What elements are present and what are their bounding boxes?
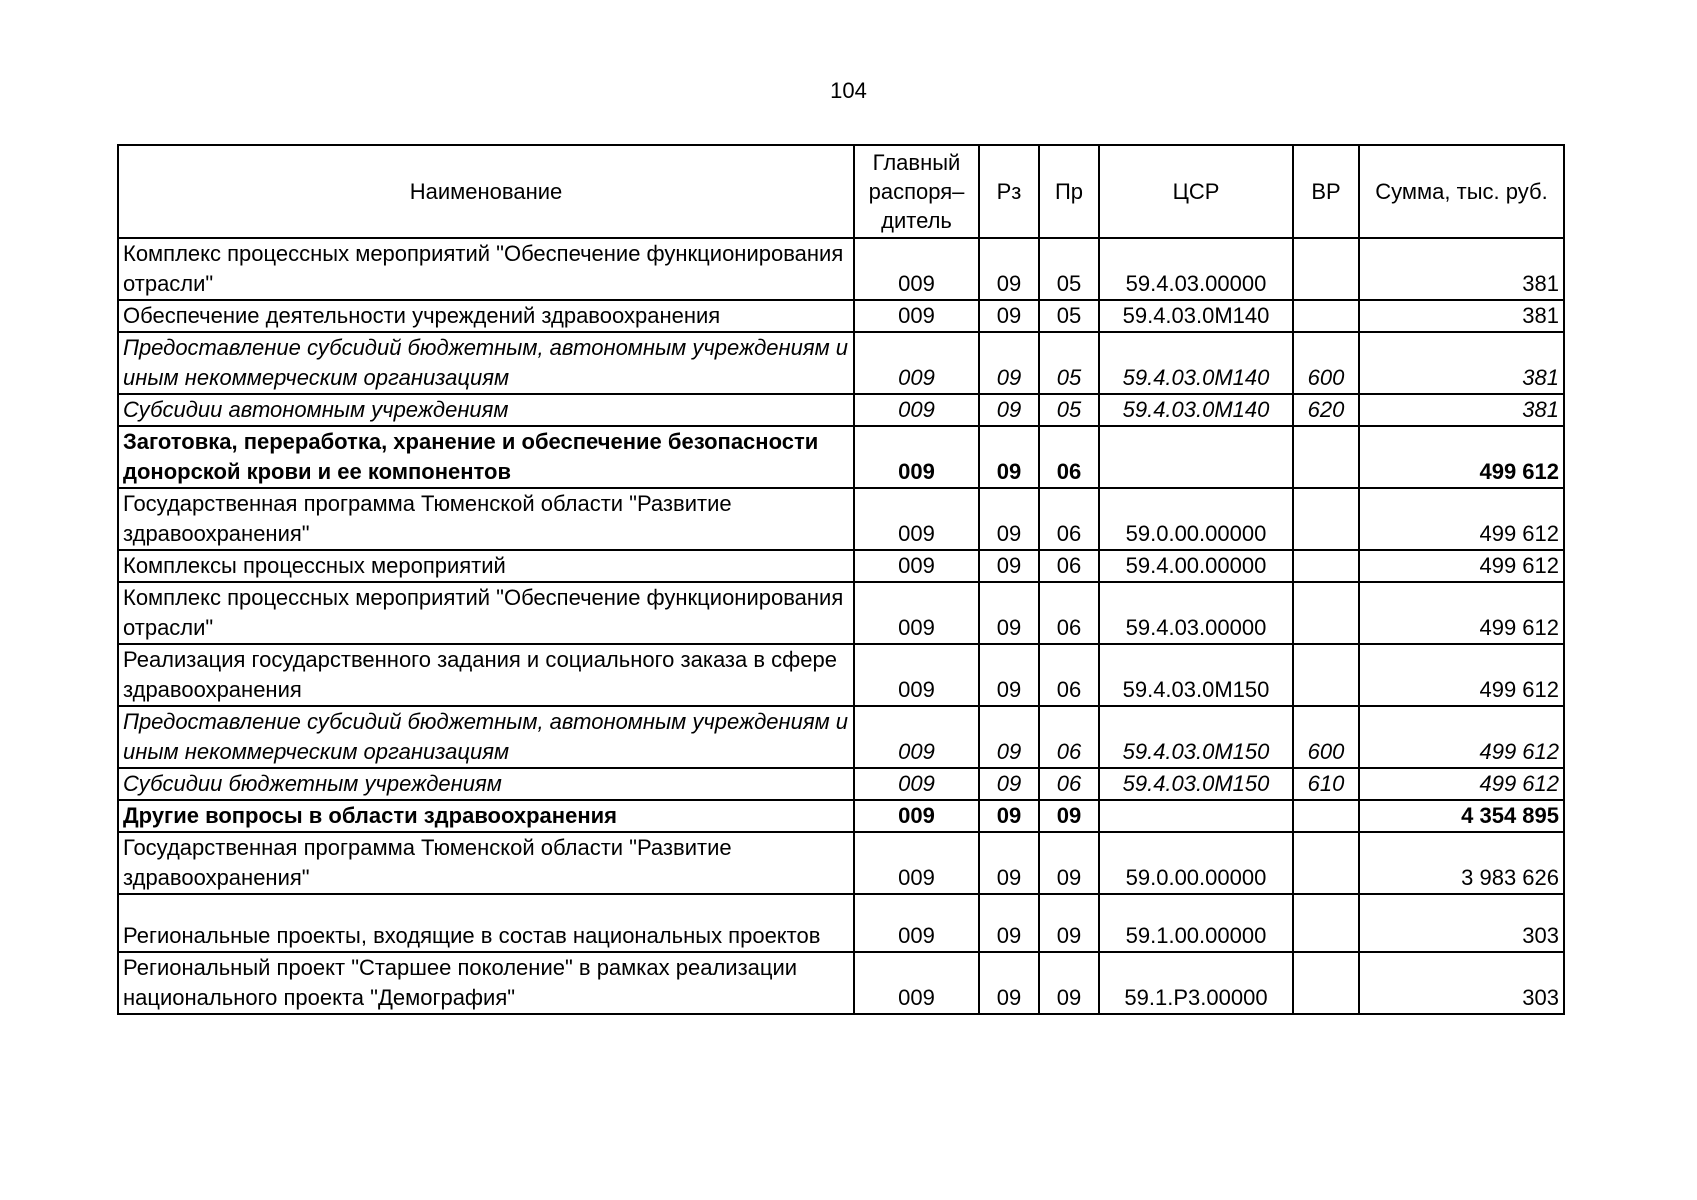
table-row (118, 332, 1564, 394)
row-vr: 600 (1293, 706, 1359, 768)
table-row (118, 300, 1564, 332)
row-vr: 600 (1293, 332, 1359, 394)
row-pr: 09 (1039, 952, 1099, 1014)
row-sum: 499 612 (1359, 550, 1564, 582)
row-csr (1099, 800, 1293, 832)
row-sum: 303 (1359, 952, 1564, 1014)
row-name: Субсидии бюджетным учреждениям (118, 768, 854, 800)
row-pr: 05 (1039, 238, 1099, 300)
row-pr: 09 (1039, 832, 1099, 894)
row-pr: 05 (1039, 300, 1099, 332)
row-sum: 381 (1359, 394, 1564, 426)
row-csr: 59.4.03.0М140 (1099, 332, 1293, 394)
row-sum: 499 612 (1359, 768, 1564, 800)
row-csr: 59.4.03.00000 (1099, 238, 1293, 300)
row-rz: 09 (979, 952, 1039, 1014)
header-rz: Рз (979, 145, 1039, 238)
row-name: Региональный проект "Старшее поколение" в рамках реализации национального проекта "Демография" (118, 952, 854, 1014)
row-manager: 009 (854, 488, 979, 550)
row-manager: 009 (854, 550, 979, 582)
row-name: Государственная программа Тюменской области "Развитие здравоохранения" (118, 832, 854, 894)
row-rz: 09 (979, 550, 1039, 582)
row-rz: 09 (979, 894, 1039, 952)
table-row (118, 644, 1564, 706)
row-vr (1293, 488, 1359, 550)
row-rz: 09 (979, 706, 1039, 768)
row-rz: 09 (979, 768, 1039, 800)
row-vr (1293, 426, 1359, 488)
table-row (118, 768, 1564, 800)
row-manager: 009 (854, 238, 979, 300)
row-sum: 499 612 (1359, 706, 1564, 768)
row-pr: 06 (1039, 706, 1099, 768)
row-csr: 59.4.03.00000 (1099, 582, 1293, 644)
row-rz: 09 (979, 394, 1039, 426)
row-vr: 610 (1293, 768, 1359, 800)
row-name: Предоставление субсидий бюджетным, автономным учреждениям и иным некоммерческим организациям (118, 706, 854, 768)
table-row (118, 238, 1564, 300)
header-vr: ВР (1293, 145, 1359, 238)
row-pr: 05 (1039, 332, 1099, 394)
row-manager: 009 (854, 394, 979, 426)
row-name: Предоставление субсидий бюджетным, автономным учреждениям и иным некоммерческим организациям (118, 332, 854, 394)
row-vr (1293, 238, 1359, 300)
row-rz: 09 (979, 644, 1039, 706)
row-csr (1099, 426, 1293, 488)
row-vr (1293, 952, 1359, 1014)
header-name: Наименование (118, 145, 854, 238)
row-sum: 381 (1359, 238, 1564, 300)
row-csr: 59.4.03.0М140 (1099, 300, 1293, 332)
row-sum: 3 983 626 (1359, 832, 1564, 894)
row-manager: 009 (854, 300, 979, 332)
row-manager: 009 (854, 332, 979, 394)
row-pr: 05 (1039, 394, 1099, 426)
row-csr: 59.0.00.00000 (1099, 488, 1293, 550)
table-row (118, 800, 1564, 832)
row-csr: 59.1.Р3.00000 (1099, 952, 1293, 1014)
row-name: Региональные проекты, входящие в состав национальных проектов (118, 894, 854, 952)
row-sum: 499 612 (1359, 644, 1564, 706)
row-name: Заготовка, переработка, хранение и обеспечение безопасности донорской крови и ее компонентов (118, 426, 854, 488)
table-row (118, 394, 1564, 426)
row-vr (1293, 644, 1359, 706)
header-sum: Сумма, тыс. руб. (1359, 145, 1564, 238)
row-sum: 499 612 (1359, 582, 1564, 644)
row-vr (1293, 800, 1359, 832)
row-name: Комплекс процессных мероприятий "Обеспечение функционирования отрасли" (118, 582, 854, 644)
row-manager: 009 (854, 426, 979, 488)
budget-table (117, 144, 1565, 1015)
row-pr: 06 (1039, 644, 1099, 706)
row-pr: 06 (1039, 550, 1099, 582)
row-manager: 009 (854, 800, 979, 832)
row-rz: 09 (979, 238, 1039, 300)
row-csr: 59.4.03.0М150 (1099, 768, 1293, 800)
row-csr: 59.4.03.0М140 (1099, 394, 1293, 426)
row-name: Государственная программа Тюменской области "Развитие здравоохранения" (118, 488, 854, 550)
row-pr: 06 (1039, 582, 1099, 644)
row-csr: 59.4.03.0М150 (1099, 644, 1293, 706)
table-row (118, 550, 1564, 582)
row-rz: 09 (979, 800, 1039, 832)
row-rz: 09 (979, 582, 1039, 644)
header-manager: Главный распоря– дитель (854, 145, 979, 238)
row-pr: 09 (1039, 800, 1099, 832)
row-manager: 009 (854, 832, 979, 894)
row-pr: 09 (1039, 894, 1099, 952)
table-row (118, 426, 1564, 488)
row-vr (1293, 550, 1359, 582)
table-header-row (118, 145, 1564, 238)
row-manager: 009 (854, 644, 979, 706)
table-row (118, 582, 1564, 644)
table-row (118, 832, 1564, 894)
row-sum: 381 (1359, 332, 1564, 394)
row-name: Субсидии автономным учреждениям (118, 394, 854, 426)
table-row (118, 488, 1564, 550)
row-csr: 59.4.00.00000 (1099, 550, 1293, 582)
row-sum: 499 612 (1359, 488, 1564, 550)
header-pr: Пр (1039, 145, 1099, 238)
row-manager: 009 (854, 768, 979, 800)
row-sum: 499 612 (1359, 426, 1564, 488)
row-csr: 59.1.00.00000 (1099, 894, 1293, 952)
row-vr (1293, 300, 1359, 332)
row-rz: 09 (979, 832, 1039, 894)
row-rz: 09 (979, 488, 1039, 550)
row-manager: 009 (854, 582, 979, 644)
row-pr: 06 (1039, 768, 1099, 800)
row-manager: 009 (854, 706, 979, 768)
header-csr: ЦСР (1099, 145, 1293, 238)
page-number: 104 (830, 78, 867, 103)
row-rz: 09 (979, 332, 1039, 394)
row-sum: 303 (1359, 894, 1564, 952)
row-rz: 09 (979, 426, 1039, 488)
row-rz: 09 (979, 300, 1039, 332)
row-name: Обеспечение деятельности учреждений здравоохранения (118, 300, 854, 332)
row-vr (1293, 832, 1359, 894)
row-name: Реализация государственного задания и социального заказа в сфере здравоохранения (118, 644, 854, 706)
row-csr: 59.0.00.00000 (1099, 832, 1293, 894)
row-vr: 620 (1293, 394, 1359, 426)
table-row (118, 706, 1564, 768)
row-manager: 009 (854, 952, 979, 1014)
row-pr: 06 (1039, 488, 1099, 550)
table-row (118, 894, 1564, 952)
row-csr: 59.4.03.0М150 (1099, 706, 1293, 768)
table-row (118, 952, 1564, 1014)
row-name: Другие вопросы в области здравоохранения (118, 800, 854, 832)
row-vr (1293, 582, 1359, 644)
row-pr: 06 (1039, 426, 1099, 488)
row-name: Комплексы процессных мероприятий (118, 550, 854, 582)
row-sum: 381 (1359, 300, 1564, 332)
row-manager: 009 (854, 894, 979, 952)
row-name: Комплекс процессных мероприятий "Обеспечение функционирования отрасли" (118, 238, 854, 300)
row-vr (1293, 894, 1359, 952)
row-sum: 4 354 895 (1359, 800, 1564, 832)
